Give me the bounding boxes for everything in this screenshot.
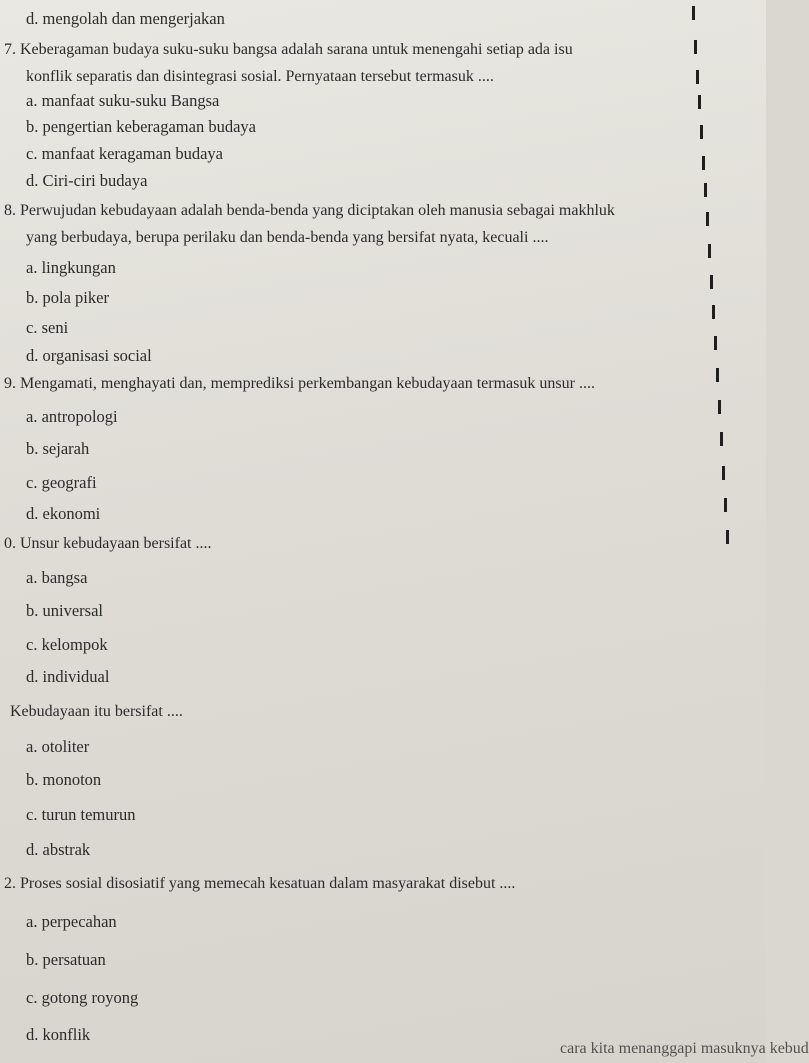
margin-mark — [698, 95, 701, 109]
option-line: c. manfaat keragaman budaya — [26, 144, 223, 163]
option-line: d. individual — [26, 667, 110, 686]
option-line: d. konflik — [26, 1025, 91, 1044]
margin-mark — [708, 244, 711, 258]
option-line: c. turun temurun — [26, 805, 136, 824]
margin-mark — [720, 432, 723, 446]
option-line: c. gotong royong — [26, 988, 139, 1007]
option-line: d. abstrak — [26, 840, 91, 859]
margin-mark — [700, 125, 703, 139]
option-line: c. seni — [26, 318, 69, 337]
option-line: a. manfaat suku-suku Bangsa — [26, 91, 220, 110]
margin-mark — [706, 212, 709, 226]
margin-mark — [692, 6, 695, 20]
option-line: d. mengolah dan mengerjakan — [26, 9, 225, 28]
question-line: Kebudayaan itu bersifat .... — [10, 703, 183, 720]
question-line: 9. Mengamati, menghayati dan, memprediksi perkembangan kebudayaan termasuk unsur .... — [4, 375, 595, 392]
option-line: a. lingkungan — [26, 258, 116, 277]
option-line: d. Ciri-ciri budaya — [26, 171, 148, 190]
question-line: 8. Perwujudan kebudayaan adalah benda-benda yang diciptakan oleh manusia sebagai makhluk — [4, 202, 615, 219]
option-line: d. organisasi social — [26, 346, 152, 365]
margin-mark — [718, 400, 721, 414]
option-line: b. universal — [26, 601, 103, 620]
option-line: d. ekonomi — [26, 504, 101, 523]
margin-mark — [716, 368, 719, 382]
option-line: b. persatuan — [26, 950, 106, 969]
option-line: b. sejarah — [26, 439, 90, 458]
option-line: a. perpecahan — [26, 912, 117, 931]
option-line: a. antropologi — [26, 407, 118, 426]
question-line: 0. Unsur kebudayaan bersifat .... — [4, 535, 212, 552]
option-line: a. bangsa — [26, 568, 88, 587]
option-line: a. otoliter — [26, 737, 90, 756]
margin-mark — [694, 40, 697, 54]
option-line: c. geografi — [26, 473, 97, 492]
option-line: c. kelompok — [26, 635, 108, 654]
margin-mark — [722, 466, 725, 480]
option-line: b. pengertian keberagaman budaya — [26, 117, 256, 136]
option-line: b. pola piker — [26, 288, 109, 307]
margin-mark — [710, 275, 713, 289]
margin-mark — [712, 305, 715, 319]
margin-mark — [696, 70, 699, 84]
question-line: 2. Proses sosial disosiatif yang memecah kesatuan dalam masyarakat disebut .... — [4, 875, 516, 892]
question-line: 7. Keberagaman budaya suku-suku bangsa adalah sarana untuk menengahi setiap ada isu — [4, 41, 573, 58]
margin-mark — [724, 498, 727, 512]
bleed-through-text: cara kita menanggapi masuknya kebud — [560, 1040, 809, 1057]
margin-mark — [704, 183, 707, 197]
question-line: konflik separatis dan disintegrasi sosial. Pernyataan tersebut termasuk .... — [26, 68, 494, 85]
question-line: yang berbudaya, berupa perilaku dan benda-benda yang bersifat nyata, kecuali .... — [26, 229, 549, 246]
margin-mark — [702, 156, 705, 170]
margin-mark — [714, 336, 717, 350]
margin-mark — [726, 530, 729, 544]
option-line: b. monoton — [26, 770, 102, 789]
